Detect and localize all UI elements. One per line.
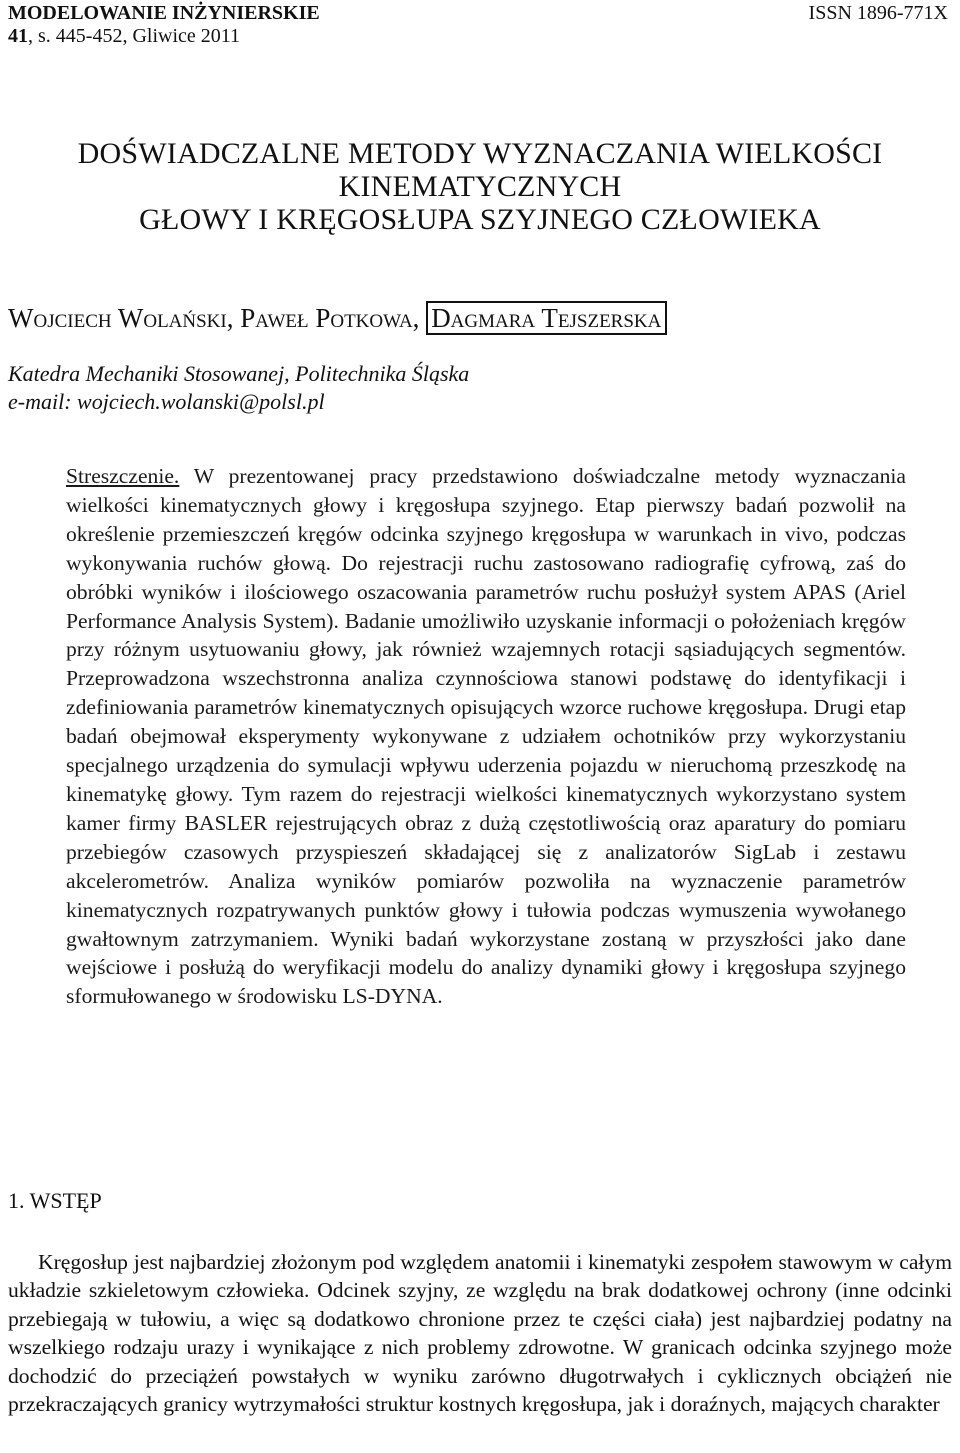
journal-issue: [8, 25, 320, 48]
journal-issn: ISSN 1896-771X: [808, 2, 948, 24]
title-line-2: KINEMATYCZNYCH: [338, 170, 622, 203]
journal-name: MODELOWANIE INŻYNIERSKIE: [8, 2, 320, 24]
abstract-text: W prezentowanej pracy przedstawiono doświadczalne metody wyznaczania wielkości kinematycznych głowy i kręgosłupa szyjnego. Etap pierwszy badań pozwolił na określenie przemieszczeń kręgów odcinka szyjnego kręgosłupa w warunkach in vivo, podczas wykonywania ruchów głową. Do rejestracji ruchu zastosowano radiografię cyfrową, zaś do obróbki wyników i ilościowego oszacowania parametrów ruchu posłużył system APAS (Ariel Performance Analysis System). Badanie umożliwiło uzyskanie informacji o położeniach kręgów przy różnym usytuowaniu głowy, jak również wzajemnych rotacji sąsiadujących segmentów. Przeprowadzona wszechstronna analiza czynnościowa stanowi podstawę do identyfikacji i zdefiniowania parametrów kinematycznych opisujących wzorce ruchowe kręgosłupa. Drugi etap badań obejmował eksperymenty wykonywane z udziałem ochotników przy wykorzystaniu specjalnego urządzenia do symulacji wpływu uderzenia pojazdu w nieruchomą przeszkodę na kinematykę głowy. Tym razem do rejestracji wielkości kinematycznych wykorzystano system kamer firmy BASLER rejestrujących obraz z dużą częstotliwością oraz aparatury do pomiaru przebiegów czasowych przyspieszeń składającej się z analizatorów SigLab i zestawu akcelerometrów. Analiza wyników pomiarów pozwoliła na wyznaczenie parametrów kinematycznych rozpatrywanych punktów głowy i tułowia podczas wymuszenia wywołanego gwałtownym zatrzymaniem. Wyniki badań wykorzystane zostaną w przyszłości jako dane wejściowe i posłużą do weryfikacji modelu do analizy dynamiki głowy i kręgosłupa szyjnego sformułowanego w środowisku LS-DYNA.: [66, 464, 906, 1009]
affiliation-block: [8, 360, 469, 416]
author-boxed: Dagmara Tejszerska: [426, 301, 667, 335]
author-list: [8, 300, 952, 336]
authors-plain: Wojciech Wolański, Paweł Potkowa,: [8, 303, 420, 333]
affiliation: Katedra Mechaniki Stosowanej, Politechnika Śląska: [8, 361, 470, 386]
paper-title: [8, 137, 952, 236]
section-heading: 1. WSTĘP: [8, 1188, 102, 1213]
title-line-3: GŁOWY I KRĘGOSŁUPA SZYJNEGO CZŁOWIEKA: [139, 203, 821, 236]
paper-page: [8, 0, 952, 1453]
journal-info: [8, 2, 320, 48]
journal-pages: , s. 445-452, Gliwice 2011: [28, 25, 241, 47]
abstract-label: Streszczenie.: [66, 464, 180, 488]
author-email: e-mail: wojciech.wolanski@polsl.pl: [8, 389, 325, 414]
abstract: [66, 462, 906, 1011]
title-line-1: DOŚWIADCZALNE METODY WYZNACZANIA WIELKOŚCI: [77, 137, 883, 170]
journal-volume: 41: [8, 25, 28, 47]
section-body: Kręgosłup jest najbardziej złożonym pod względem anatomii i kinematyki zespołem stawowym w całym układzie szkieletowym człowieka. Odcinek szyjny, ze względu na brak dodatkowej ochrony (inne odcinki przebiegają w tułowiu, a więc są dodatkowo chronione przez te części ciała) jest najbardziej podatny na wszelkiego rodzaju urazy i wynikające z nich problemy zdrowotne. W granicach odcinka szyjnego może dochodzić do przeciążeń powstałych w wyniku zarówno długotrwałych i cyklicznych obciążeń nie przekraczających granicy wytrzymałości struktur kostnych kręgosłupa, jak i doraźnych, mających charakter: [8, 1250, 952, 1417]
journal-header: [8, 2, 952, 48]
